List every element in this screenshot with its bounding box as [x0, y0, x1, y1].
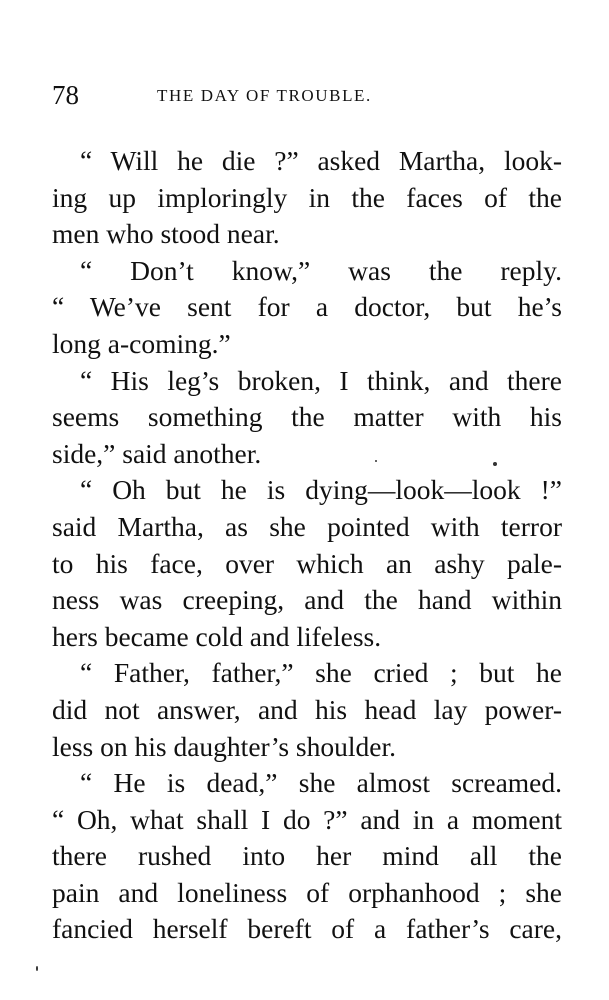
text-line: ing up imploringly in the faces of the [52, 181, 562, 213]
text-line: men who stood near. [52, 218, 280, 250]
text-line: ness was creeping, and the hand within [52, 584, 562, 616]
text-line: fancied herself bereft of a father’s care, [52, 913, 562, 945]
text-line: side,” said another. [52, 437, 262, 469]
running-title: THE DAY OF TROUBLE. [157, 86, 372, 105]
ink-speck [36, 966, 38, 971]
text-line: there rushed into her mind all the [52, 840, 562, 872]
text-line: “ Will he die ?” asked Martha, look- [80, 145, 562, 176]
text-line: did not answer, and his head lay power- [52, 693, 562, 725]
text-line: seems something the matter with his [52, 401, 562, 433]
text-line: less on his daughter’s shoulder. [52, 730, 396, 762]
text-line: “ We’ve sent for a doctor, but he’s [52, 291, 562, 323]
ink-speck [375, 460, 377, 462]
page-header [52, 78, 562, 112]
text-line: hers became cold and lifeless. [52, 620, 382, 652]
page-number: 78 [52, 80, 79, 110]
text-line: to his face, over which an ashy pale- [52, 547, 562, 579]
body-text [52, 143, 562, 948]
text-line: “ Don’t know,” was the reply. [80, 254, 562, 286]
text-line: “ Oh, what shall I do ?” and in a moment [52, 803, 562, 835]
text-line: “ His leg’s broken, I think, and there [80, 364, 562, 396]
text-line: pain and loneliness of orphanhood ; she [52, 876, 562, 908]
ink-speck [493, 462, 497, 466]
text-line: “ He is dead,” she almost screamed. [80, 767, 562, 799]
text-line: “ Father, father,” she cried ; but he [80, 657, 562, 689]
text-line: said Martha, as she pointed with terror [52, 510, 562, 542]
text-line: “ Oh but he is dying—look—look !” [80, 474, 562, 506]
text-line: long a-coming.” [52, 327, 231, 359]
